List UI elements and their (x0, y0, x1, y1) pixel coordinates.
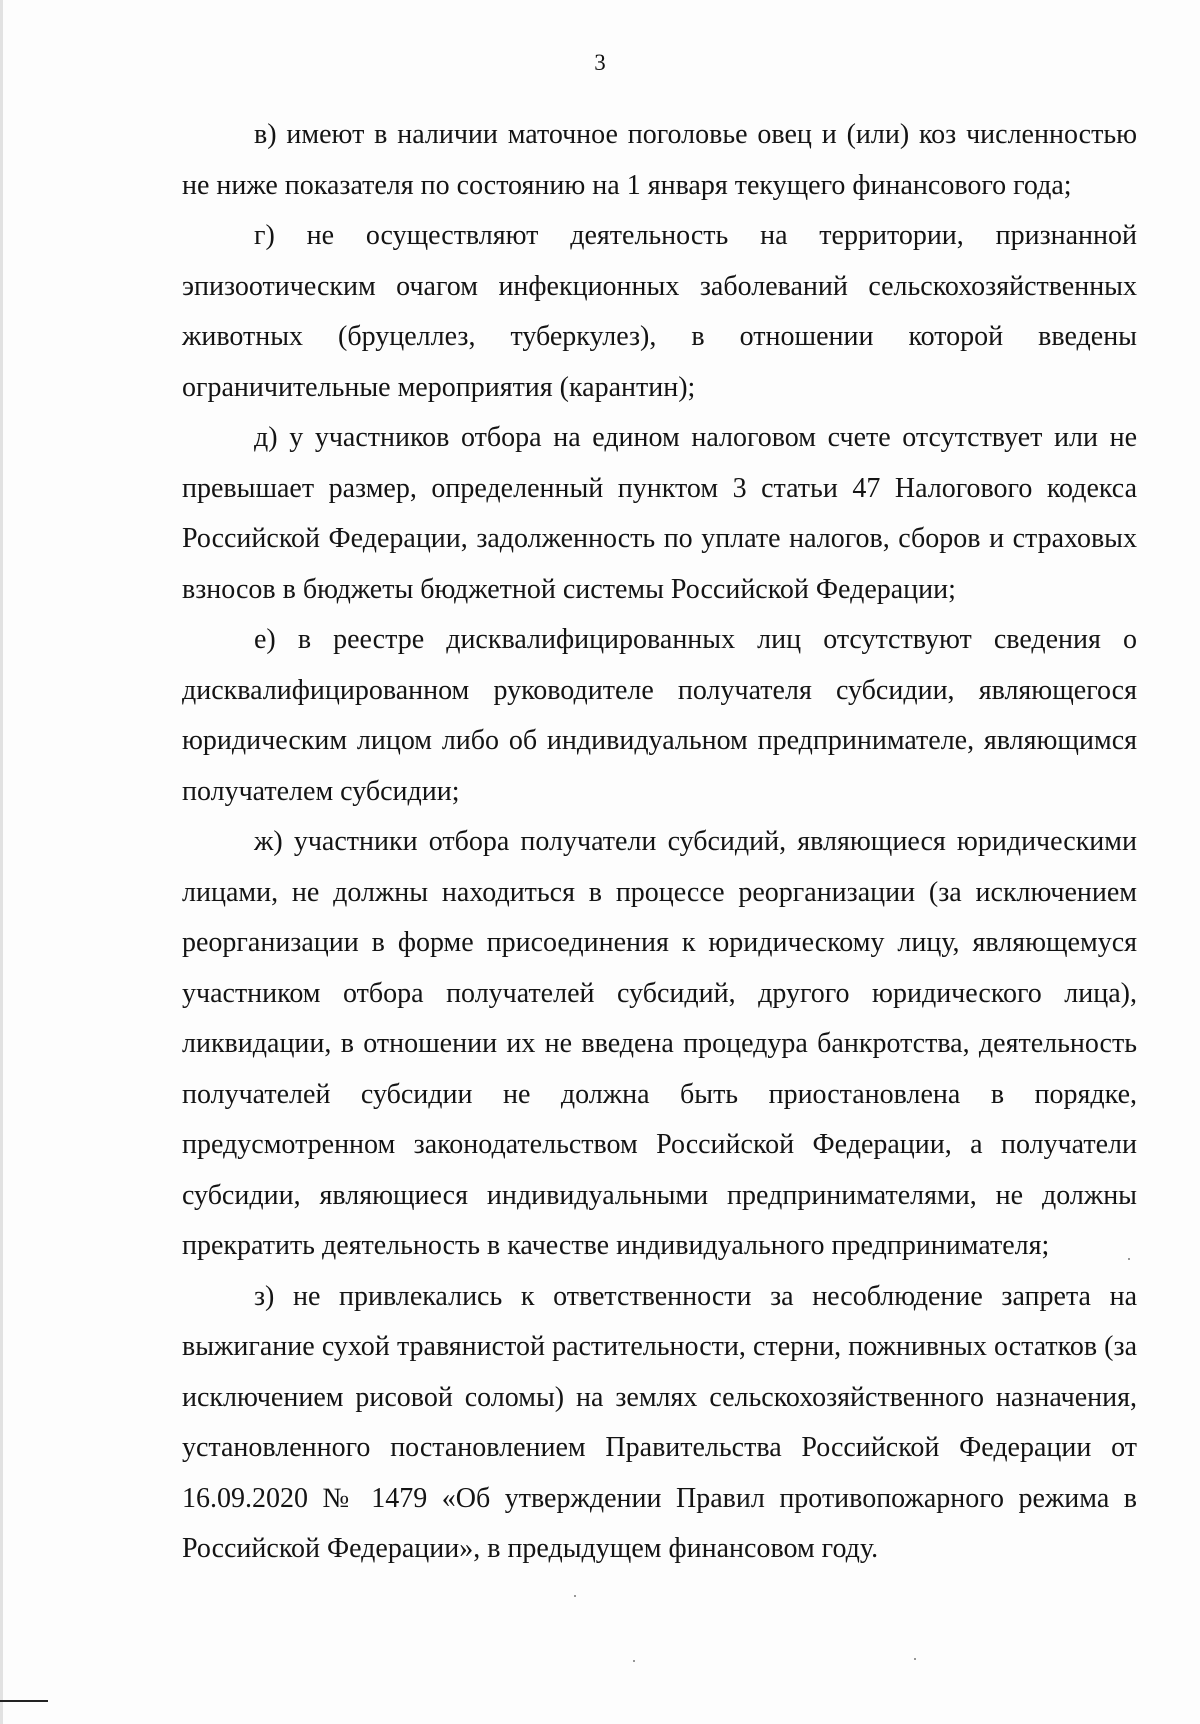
scan-edge-shadow (0, 0, 3, 1724)
document-body (182, 110, 1137, 1575)
scan-speck (574, 1595, 576, 1597)
paragraph-z: з) не привлекались к ответственности за несоблюдение запрета на выжигание сухой травянистой растительности, стерни, пожнивных остатков (за исключением рисовой соломы) на землях сельскохозяйственного назначения, установленного постановлением Правительства Российской Федерации от 16.09.2020 № 1479 «Об утверждении Правил противопожарного режима в Российской Федерации», в предыдущем финансовом году. (182, 1280, 1137, 1564)
paragraph-e: е) в реестре дисквалифицированных лиц отсутствуют сведения о дисквалифицированном руководителе получателя субсидии, являющегося юридическим лицом либо об индивидуальном предпринимателе, являющимся получателем субсидии; (182, 624, 1137, 807)
paragraph-d: д) у участников отбора на едином налоговом счете отсутствует или не превышает размер, определенный пунктом 3 статьи 47 Налогового кодекса Российской Федерации, задолженность по уплате налогов, сборов и страховых взносов в бюджеты бюджетной системы Российской Федерации; (182, 422, 1137, 605)
scan-edge-line (0, 1700, 48, 1702)
scan-speck (914, 1658, 916, 1660)
paragraph-g: г) не осуществляют деятельность на территории, признанной эпизоотическим очагом инфекционных заболеваний сельскохозяйственных животных (бруцеллез, туберкулез), в отношении которой введены ограничительные мероприятия (карантин); (182, 220, 1137, 403)
paragraph-zh: ж) участники отбора получатели субсидий, являющиеся юридическими лицами, не должны находиться в процессе реорганизации (за исключением реорганизации в форме присоединения к юридическому лицу, являющемуся участником отбора получателей субсидий, другого юридического лица), ликвидации, в отношении их не введена процедура банкротства, деятельность получателей субсидии не должна быть приостановлена в порядке, предусмотренном законодательством Российской Федерации, а получатели субсидии, являющиеся индивидуальными предпринимателями, не должны прекратить деятельность в качестве индивидуального предпринимателя; (182, 826, 1137, 1261)
scan-speck (1128, 1258, 1130, 1260)
scan-speck (633, 1660, 635, 1662)
page-number: 3 (594, 50, 606, 75)
paragraph-v: в) имеют в наличии маточное поголовье овец и (или) коз численностью не ниже показателя по состоянию на 1 января текущего финансового года; (182, 119, 1137, 201)
